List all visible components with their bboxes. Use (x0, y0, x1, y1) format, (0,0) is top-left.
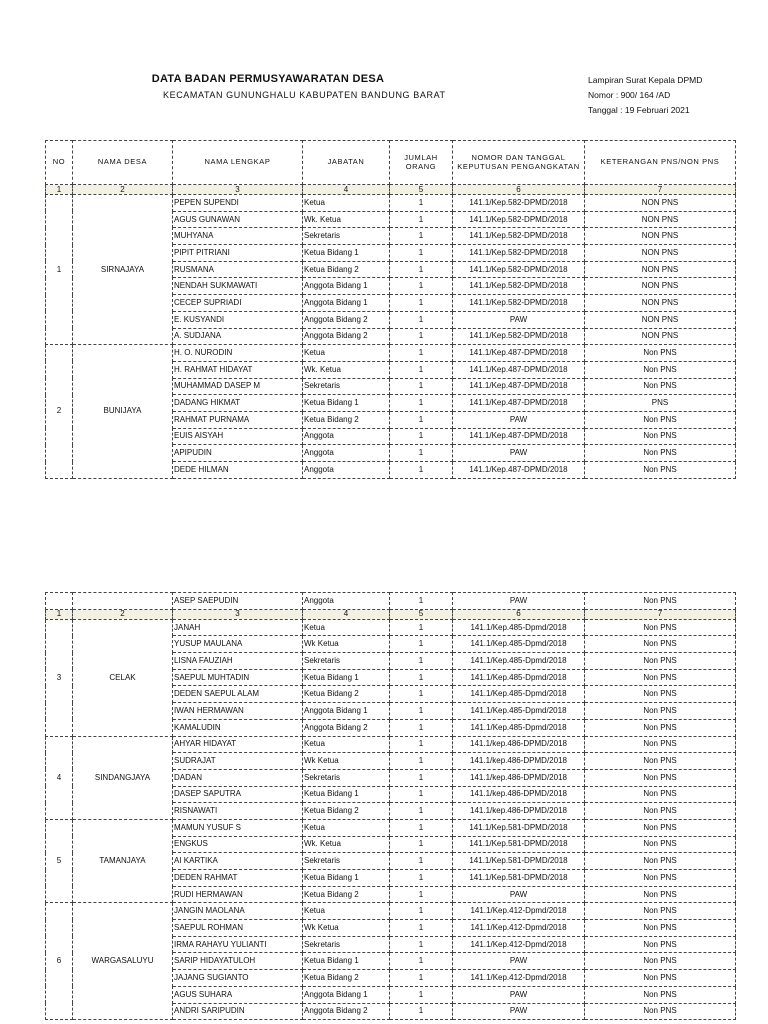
jumlah-cell: 1 (390, 819, 453, 836)
nama-lengkap-cell: MAMUN YUSUF S (173, 819, 303, 836)
keterangan-cell: NON PNS (585, 261, 736, 278)
keterangan-cell: Non PNS (585, 970, 736, 987)
row-no-cell: 4 (46, 736, 73, 819)
nama-lengkap-cell: ENGKUS (173, 836, 303, 853)
nama-lengkap-cell: PEPEN SUPENDI (173, 195, 303, 212)
jumlah-cell: 1 (390, 836, 453, 853)
nama-lengkap-cell: SUDRAJAT (173, 753, 303, 770)
table-row (46, 619, 736, 636)
nomor-keputusan-cell: 141.1/Kep.582-DPMD/2018 (453, 295, 585, 312)
row-no-cell: 2 (46, 345, 73, 479)
nama-lengkap-cell: JANAH (173, 619, 303, 636)
jabatan-cell: Anggota Bidang 2 (303, 328, 390, 345)
nomor-keputusan-cell: 141.1/Kep.581-DPMD/2018 (453, 853, 585, 870)
nomor-keputusan-cell: PAW (453, 411, 585, 428)
keterangan-cell: NON PNS (585, 328, 736, 345)
keterangan-cell: NON PNS (585, 245, 736, 262)
jabatan-cell: Anggota (303, 428, 390, 445)
nama-lengkap-cell: SARIP HIDAYATULOH (173, 953, 303, 970)
table-row (46, 903, 736, 920)
jumlah-cell: 1 (390, 920, 453, 937)
keterangan-cell: Non PNS (585, 1003, 736, 1020)
nomor-keputusan-cell: PAW (453, 953, 585, 970)
nomor-keputusan-cell: 141.1/Kep.485-Dpmd/2018 (453, 703, 585, 720)
nama-lengkap-cell: AI KARTIKA (173, 853, 303, 870)
jumlah-cell: 1 (390, 719, 453, 736)
jabatan-cell: Sekretaris (303, 769, 390, 786)
nama-lengkap-cell: SAEPUL ROHMAN (173, 920, 303, 937)
nomor-keputusan-cell: 141.1/Kep.582-DPMD/2018 (453, 211, 585, 228)
jabatan-cell: Sekretaris (303, 936, 390, 953)
jumlah-cell: 1 (390, 753, 453, 770)
jumlah-cell: 1 (390, 211, 453, 228)
jabatan-cell: Ketua Bidang 1 (303, 245, 390, 262)
keterangan-cell: Non PNS (585, 853, 736, 870)
keterangan-cell: NON PNS (585, 311, 736, 328)
jabatan-cell: Anggota (303, 593, 390, 610)
nomor-keputusan-cell: 141.1/Kep.487-DPMD/2018 (453, 428, 585, 445)
nomor-keputusan-cell: 141.1/Kep.485-Dpmd/2018 (453, 669, 585, 686)
table-row (46, 819, 736, 836)
jumlah-cell: 1 (390, 886, 453, 903)
nama-lengkap-cell: KAMALUDIN (173, 719, 303, 736)
nama-lengkap-cell: ASEP SAEPUDIN (173, 593, 303, 610)
row-no-cell (46, 593, 73, 610)
jabatan-cell: Anggota (303, 445, 390, 462)
column-number-row (46, 609, 736, 619)
column-number: 7 (585, 609, 736, 619)
jabatan-cell: Ketua Bidang 2 (303, 886, 390, 903)
jumlah-cell: 1 (390, 970, 453, 987)
nama-desa-cell: TAMANJAYA (73, 819, 173, 902)
jumlah-cell: 1 (390, 395, 453, 412)
bpd-table-page-1 (45, 140, 736, 479)
column-number: 4 (303, 609, 390, 619)
nama-desa-cell: WARGASALUYU (73, 903, 173, 1020)
nomor-keputusan-cell: PAW (453, 986, 585, 1003)
jumlah-cell: 1 (390, 261, 453, 278)
keterangan-cell: NON PNS (585, 211, 736, 228)
jumlah-cell: 1 (390, 853, 453, 870)
nama-lengkap-cell: IWAN HERMAWAN (173, 703, 303, 720)
jabatan-cell: Ketua Bidang 2 (303, 970, 390, 987)
jabatan-cell: Anggota Bidang 2 (303, 311, 390, 328)
column-number: 3 (173, 185, 303, 195)
nama-lengkap-cell: DASEP SAPUTRA (173, 786, 303, 803)
jumlah-cell: 1 (390, 311, 453, 328)
nama-lengkap-cell: H. O. NURODIN (173, 345, 303, 362)
nama-lengkap-cell: IRMA RAHAYU YULIANTI (173, 936, 303, 953)
nomor-keputusan-cell: 141.1/Kep.582-DPMD/2018 (453, 261, 585, 278)
keterangan-cell: Non PNS (585, 686, 736, 703)
keterangan-cell: Non PNS (585, 411, 736, 428)
jumlah-cell: 1 (390, 803, 453, 820)
jabatan-cell: Ketua (303, 619, 390, 636)
header-nomor-keputusan: NOMOR DAN TANGGAL KEPUTUSAN PENGANGKATAN (453, 141, 585, 185)
keterangan-cell: Non PNS (585, 870, 736, 887)
jabatan-cell: Anggota Bidang 1 (303, 986, 390, 1003)
nomor-keputusan-cell: 141.1/Kep.485-Dpmd/2018 (453, 636, 585, 653)
nomor-keputusan-cell: 141.1/Kep.582-DPMD/2018 (453, 245, 585, 262)
column-number: 4 (303, 185, 390, 195)
header-jumlah-orang: JUMLAH ORANG (390, 141, 453, 185)
keterangan-cell: Non PNS (585, 462, 736, 479)
keterangan-cell: Non PNS (585, 836, 736, 853)
keterangan-cell: Non PNS (585, 378, 736, 395)
keterangan-cell: Non PNS (585, 753, 736, 770)
column-number: 1 (46, 185, 73, 195)
nomor-keputusan-cell: 141.1/Kep.485-Dpmd/2018 (453, 686, 585, 703)
header-nama-desa: NAMA DESA (73, 141, 173, 185)
keterangan-cell: Non PNS (585, 986, 736, 1003)
jumlah-cell: 1 (390, 769, 453, 786)
jumlah-cell: 1 (390, 462, 453, 479)
keterangan-cell: Non PNS (585, 636, 736, 653)
jumlah-cell: 1 (390, 345, 453, 362)
jabatan-cell: Ketua Bidang 1 (303, 395, 390, 412)
nama-lengkap-cell: MUHAMMAD DASEP M (173, 378, 303, 395)
jumlah-cell: 1 (390, 361, 453, 378)
nomor-keputusan-cell: 141.1/Kep.582-DPMD/2018 (453, 228, 585, 245)
column-number-row (46, 185, 736, 195)
jabatan-cell: Ketua Bidang 2 (303, 411, 390, 428)
jabatan-cell: Ketua Bidang 2 (303, 803, 390, 820)
jumlah-cell: 1 (390, 686, 453, 703)
keterangan-cell: NON PNS (585, 278, 736, 295)
keterangan-cell: Non PNS (585, 886, 736, 903)
keterangan-cell: NON PNS (585, 295, 736, 312)
jumlah-cell: 1 (390, 736, 453, 753)
jumlah-cell: 1 (390, 295, 453, 312)
keterangan-cell: Non PNS (585, 920, 736, 937)
page-break (0, 491, 768, 591)
row-no-cell: 6 (46, 903, 73, 1020)
nomor-keputusan-cell: 141.1/Kep.487-DPMD/2018 (453, 395, 585, 412)
keterangan-cell: Non PNS (585, 669, 736, 686)
nama-lengkap-cell: E. KUSYANDI (173, 311, 303, 328)
nama-lengkap-cell: PIPIT PITRIANI (173, 245, 303, 262)
column-number: 5 (390, 609, 453, 619)
keterangan-cell: PNS (585, 395, 736, 412)
jumlah-cell: 1 (390, 636, 453, 653)
jabatan-cell: Anggota Bidang 2 (303, 1003, 390, 1020)
jabatan-cell: Wk. Ketua (303, 361, 390, 378)
jumlah-cell: 1 (390, 195, 453, 212)
nomor-keputusan-cell: PAW (453, 1003, 585, 1020)
nama-desa-cell (73, 593, 173, 610)
nomor-keputusan-cell: 141.1/Kep.581-DPMD/2018 (453, 836, 585, 853)
keterangan-cell: Non PNS (585, 903, 736, 920)
jabatan-cell: Sekretaris (303, 228, 390, 245)
table-row (46, 345, 736, 362)
nama-lengkap-cell: AGUS SUHARA (173, 986, 303, 1003)
bpd-table-page-2 (45, 592, 736, 1020)
jumlah-cell: 1 (390, 593, 453, 610)
nomor-keputusan-cell: 141.1/Kep.487-DPMD/2018 (453, 378, 585, 395)
nama-lengkap-cell: DADANG HIKMAT (173, 395, 303, 412)
jabatan-cell: Ketua Bidang 1 (303, 953, 390, 970)
nama-lengkap-cell: APIPUDIN (173, 445, 303, 462)
jumlah-cell: 1 (390, 245, 453, 262)
keterangan-cell: Non PNS (585, 445, 736, 462)
document-title: DATA BADAN PERMUSYAWARATAN DESA (151, 73, 385, 85)
jumlah-cell: 1 (390, 428, 453, 445)
jabatan-cell: Ketua Bidang 1 (303, 669, 390, 686)
keterangan-cell: Non PNS (585, 786, 736, 803)
tanggal-text: Tanggal : 19 Februari 2021 (588, 105, 690, 115)
keterangan-cell: Non PNS (585, 653, 736, 670)
jabatan-cell: Wk Ketua (303, 920, 390, 937)
column-number: 5 (390, 185, 453, 195)
nama-lengkap-cell: JANGIN MAOLANA (173, 903, 303, 920)
nomor-keputusan-cell: PAW (453, 445, 585, 462)
header-keterangan: KETERANGAN PNS/NON PNS (585, 141, 736, 185)
jumlah-cell: 1 (390, 669, 453, 686)
jumlah-cell: 1 (390, 903, 453, 920)
keterangan-cell: NON PNS (585, 228, 736, 245)
nama-lengkap-cell: NENDAH SUKMAWATI (173, 278, 303, 295)
jumlah-cell: 1 (390, 986, 453, 1003)
nomor-keputusan-cell: 141.1/Kep.581-DPMD/2018 (453, 819, 585, 836)
keterangan-cell: NON PNS (585, 195, 736, 212)
header-nama-lengkap: NAMA LENGKAP (173, 141, 303, 185)
column-number: 6 (453, 609, 585, 619)
nama-lengkap-cell: LISNA FAUZIAH (173, 653, 303, 670)
column-number: 7 (585, 185, 736, 195)
column-number: 3 (173, 609, 303, 619)
jumlah-cell: 1 (390, 619, 453, 636)
nama-lengkap-cell: MUHYANA (173, 228, 303, 245)
jumlah-cell: 1 (390, 278, 453, 295)
nama-lengkap-cell: DADAN (173, 769, 303, 786)
nama-desa-cell: CELAK (73, 619, 173, 736)
keterangan-cell: Non PNS (585, 803, 736, 820)
document-subtitle: KECAMATAN GUNUNGHALU KABUPATEN BANDUNG BARAT (163, 90, 446, 100)
header-jabatan: JABATAN (303, 141, 390, 185)
nomor-keputusan-cell: 141.1/kep.486-DPMD/2018 (453, 803, 585, 820)
nama-lengkap-cell: RUDI HERMAWAN (173, 886, 303, 903)
jabatan-cell: Ketua (303, 195, 390, 212)
nomor-keputusan-cell: 141.1/Kep.487-DPMD/2018 (453, 462, 585, 479)
jabatan-cell: Sekretaris (303, 853, 390, 870)
keterangan-cell: Non PNS (585, 719, 736, 736)
table-row (46, 195, 736, 212)
table-header-row (46, 141, 736, 185)
nomor-keputusan-cell: 141.1/kep.486-DPMD/2018 (453, 736, 585, 753)
jabatan-cell: Ketua Bidang 1 (303, 786, 390, 803)
jabatan-cell: Ketua (303, 903, 390, 920)
nama-lengkap-cell: RUSMANA (173, 261, 303, 278)
nomor-keputusan-cell: 141.1/Kep.485-Dpmd/2018 (453, 619, 585, 636)
jumlah-cell: 1 (390, 703, 453, 720)
jabatan-cell: Anggota Bidang 1 (303, 278, 390, 295)
jabatan-cell: Sekretaris (303, 653, 390, 670)
jumlah-cell: 1 (390, 328, 453, 345)
nama-desa-cell: SIRNAJAYA (73, 195, 173, 345)
nama-lengkap-cell: DEDE HILMAN (173, 462, 303, 479)
nama-lengkap-cell: RISNAWATI (173, 803, 303, 820)
nama-lengkap-cell: EUIS AISYAH (173, 428, 303, 445)
nama-desa-cell: SINDANGJAYA (73, 736, 173, 819)
nomor-keputusan-cell: 141.1/kep.486-DPMD/2018 (453, 753, 585, 770)
jabatan-cell: Anggota (303, 462, 390, 479)
jabatan-cell: Ketua Bidang 1 (303, 870, 390, 887)
column-number: 2 (73, 609, 173, 619)
jumlah-cell: 1 (390, 870, 453, 887)
nama-lengkap-cell: AGUS GUNAWAN (173, 211, 303, 228)
jabatan-cell: Wk Ketua (303, 753, 390, 770)
nomor-keputusan-cell: 141.1/Kep.485-Dpmd/2018 (453, 719, 585, 736)
jabatan-cell: Ketua (303, 819, 390, 836)
jabatan-cell: Ketua (303, 345, 390, 362)
nama-lengkap-cell: YUSUP MAULANA (173, 636, 303, 653)
jumlah-cell: 1 (390, 786, 453, 803)
jabatan-cell: Anggota Bidang 1 (303, 703, 390, 720)
keterangan-cell: Non PNS (585, 736, 736, 753)
nama-lengkap-cell: SAEPUL MUHTADIN (173, 669, 303, 686)
row-no-cell: 5 (46, 819, 73, 902)
jumlah-cell: 1 (390, 953, 453, 970)
nomor-keputusan-cell: 141.1/Kep.582-DPMD/2018 (453, 195, 585, 212)
jumlah-cell: 1 (390, 228, 453, 245)
nomor-keputusan-cell: PAW (453, 593, 585, 610)
jabatan-cell: Sekretaris (303, 378, 390, 395)
nomor-keputusan-cell: 141.1/Kep.412-Dpmd/2018 (453, 903, 585, 920)
nomor-keputusan-cell: 141.1/Kep.581-DPMD/2018 (453, 870, 585, 887)
nama-lengkap-cell: ANDRI SARIPUDIN (173, 1003, 303, 1020)
jabatan-cell: Wk Ketua (303, 636, 390, 653)
nama-lengkap-cell: A. SUDJANA (173, 328, 303, 345)
nomor-keputusan-cell: 141.1/kep.486-DPMD/2018 (453, 786, 585, 803)
jumlah-cell: 1 (390, 653, 453, 670)
keterangan-cell: Non PNS (585, 428, 736, 445)
column-number: 2 (73, 185, 173, 195)
header-no: NO (46, 141, 73, 185)
nomor-keputusan-cell: 141.1/Kep.412-Dpmd/2018 (453, 936, 585, 953)
nama-lengkap-cell: DEDEN SAEPUL ALAM (173, 686, 303, 703)
nama-lengkap-cell: DEDEN RAHMAT (173, 870, 303, 887)
keterangan-cell: Non PNS (585, 769, 736, 786)
row-no-cell: 1 (46, 195, 73, 345)
jumlah-cell: 1 (390, 411, 453, 428)
jumlah-cell: 1 (390, 1003, 453, 1020)
jabatan-cell: Anggota Bidang 2 (303, 719, 390, 736)
column-number: 1 (46, 609, 73, 619)
jabatan-cell: Ketua (303, 736, 390, 753)
nama-lengkap-cell: AHYAR HIDAYAT (173, 736, 303, 753)
keterangan-cell: Non PNS (585, 819, 736, 836)
keterangan-cell: Non PNS (585, 703, 736, 720)
keterangan-cell: Non PNS (585, 953, 736, 970)
keterangan-cell: Non PNS (585, 361, 736, 378)
nama-lengkap-cell: JAJANG SUGIANTO (173, 970, 303, 987)
nomor-keputusan-cell: 141.1/Kep.487-DPMD/2018 (453, 345, 585, 362)
jabatan-cell: Wk. Ketua (303, 836, 390, 853)
table-row (46, 593, 736, 610)
jabatan-cell: Wk. Ketua (303, 211, 390, 228)
jumlah-cell: 1 (390, 378, 453, 395)
nomor-keputusan-cell: 141.1/Kep.485-Dpmd/2018 (453, 653, 585, 670)
nama-lengkap-cell: H. RAHMAT HIDAYAT (173, 361, 303, 378)
nomor-keputusan-cell: PAW (453, 886, 585, 903)
nomor-keputusan-cell: 141.1/Kep.487-DPMD/2018 (453, 361, 585, 378)
row-no-cell: 3 (46, 619, 73, 736)
nama-lengkap-cell: CECEP SUPRIADI (173, 295, 303, 312)
keterangan-cell: Non PNS (585, 593, 736, 610)
nama-desa-cell: BUNIJAYA (73, 345, 173, 479)
keterangan-cell: Non PNS (585, 345, 736, 362)
jumlah-cell: 1 (390, 936, 453, 953)
nomor-keputusan-cell: 141.1/Kep.582-DPMD/2018 (453, 278, 585, 295)
nomor-keputusan-cell: 141.1/Kep.412-Dpmd/2018 (453, 970, 585, 987)
jumlah-cell: 1 (390, 445, 453, 462)
nomor-keputusan-cell: 141.1/kep.486-DPMD/2018 (453, 769, 585, 786)
table-row (46, 736, 736, 753)
keterangan-cell: Non PNS (585, 936, 736, 953)
jabatan-cell: Anggota Bidang 1 (303, 295, 390, 312)
nomor-keputusan-cell: 141.1/Kep.582-DPMD/2018 (453, 328, 585, 345)
nama-lengkap-cell: RAHMAT PURNAMA (173, 411, 303, 428)
keterangan-cell: Non PNS (585, 619, 736, 636)
nomor-text: Nomor : 900/ 164 /AD (588, 90, 671, 100)
jabatan-cell: Ketua Bidang 2 (303, 261, 390, 278)
nomor-keputusan-cell: 141.1/Kep.412-Dpmd/2018 (453, 920, 585, 937)
column-number: 6 (453, 185, 585, 195)
jabatan-cell: Ketua Bidang 2 (303, 686, 390, 703)
lampiran-text: Lampiran Surat Kepala DPMD (588, 75, 703, 85)
nomor-keputusan-cell: PAW (453, 311, 585, 328)
